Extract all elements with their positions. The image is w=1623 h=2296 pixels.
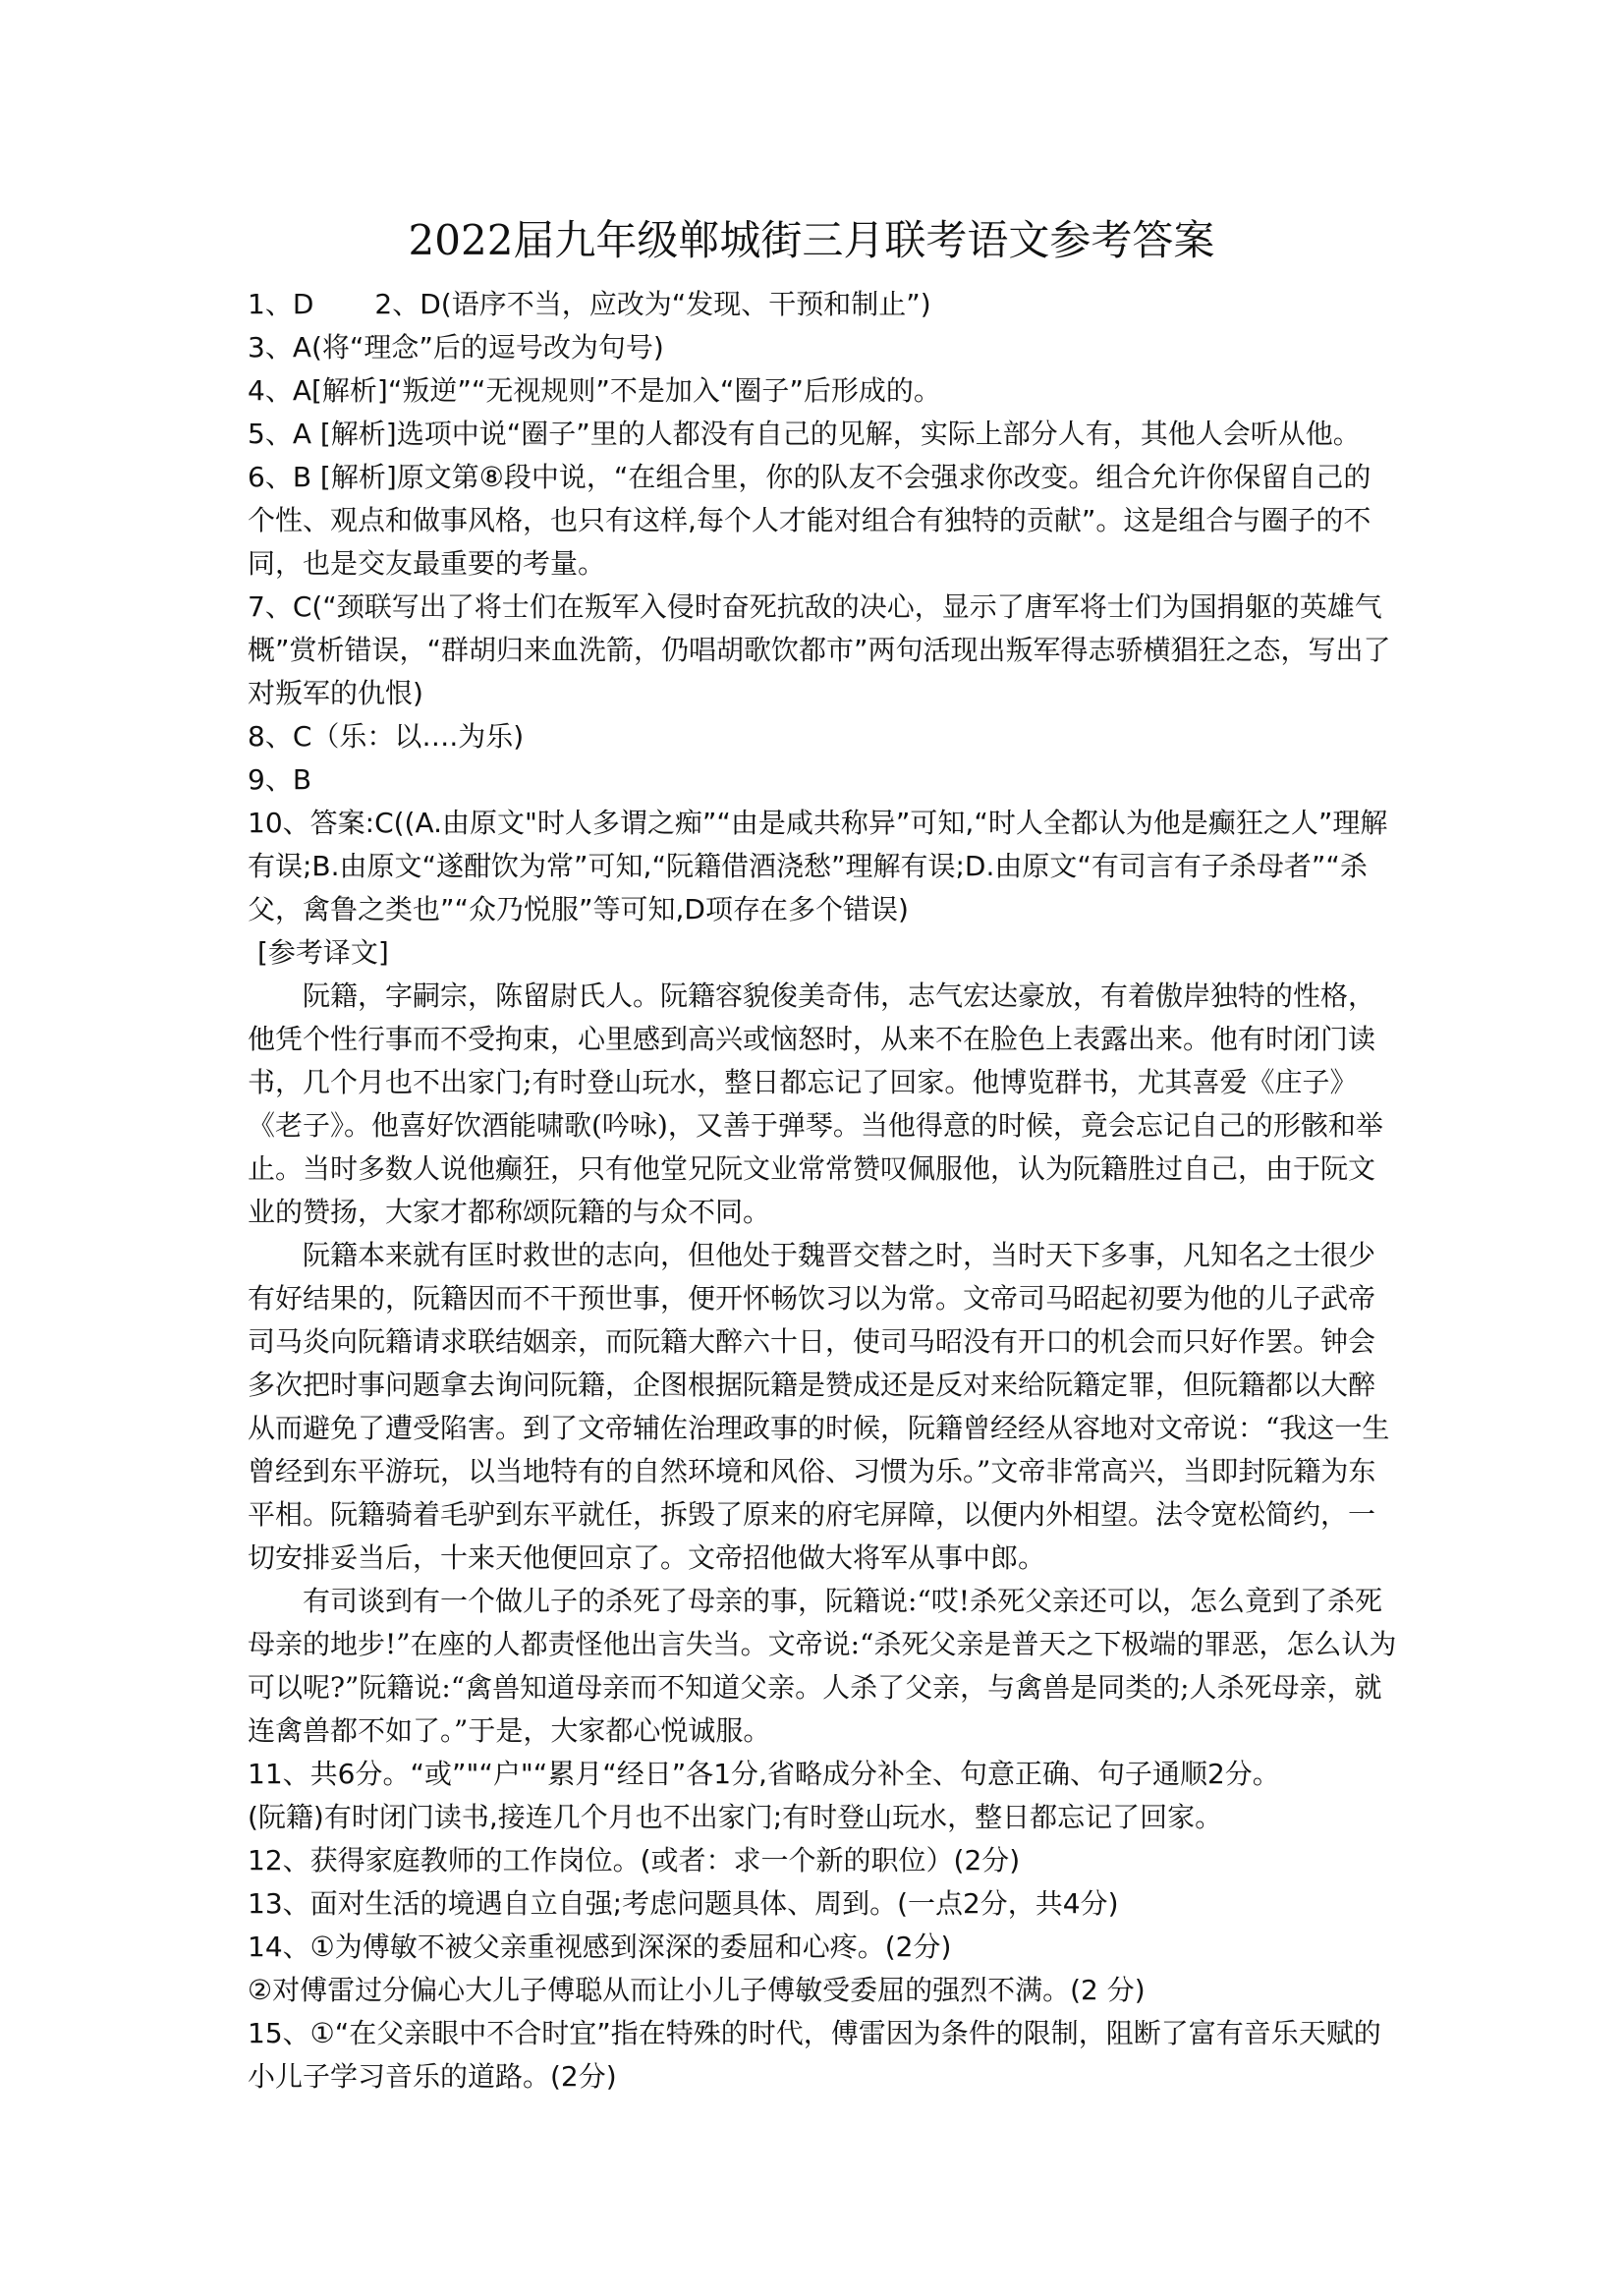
answer-6: 6、B [解析]原文第⑧段中说，“在组合里，你的队友不会强求你改变。组合允许你保留自己的个性、观点和做事风格，也只有这样,每个人才能对组合有独特的贡献”。这是组合与圈子的不同，也是交友最重要的考量。 — [248, 461, 1371, 580]
answer-14-part-2: ②对傅雷过分偏心大儿子傅聪从而让小儿子傅敏受委屈的强烈不满。(2 分) — [248, 1974, 1146, 2006]
answer-4: 4、A[解析]“叛逆”“无视规则”不是加入“圈子”后形成的。 — [248, 374, 941, 407]
translation-paragraph-3: 有司谈到有一个做儿子的杀死了母亲的事，阮籍说:“哎!杀死父亲还可以，怎么竟到了杀死母亲的地步!”在座的人都责怪他出言失当。文帝说:“杀死父亲是普天之下极端的罪恶，怎么认为可以呢?”阮籍说:“禽兽知道母亲而不知道父亲。人杀了父亲，与禽兽是同类的;人杀死母亲，就连禽兽都不如了。”于是，大家都心悦诚服。 — [248, 1585, 1397, 1747]
answer-11: 11、共6分。“或”"“户"“累月“经日”各1分,省略成分补全、句意正确、句子通顺2分。 — [248, 1758, 1280, 1790]
answer-5: 5、A [解析]选项中说“圈子”里的人都没有自己的见解，实际上部分人有，其他人会听从他。 — [248, 418, 1361, 450]
answer-2: 2、D(语序不当，应改为“发现、干预和制止”) — [374, 288, 931, 320]
translation-paragraph-1: 阮籍，字嗣宗，陈留尉氏人。阮籍容貌俊美奇伟，志气宏达豪放，有着傲岸独特的性格，他凭个性行事而不受拘束，心里感到高兴或恼怒时，从来不在脸色上表露出来。他有时闭门读书，几个月也不出家门;有时登山玩水，整日都忘记了回家。他博览群书，尤其喜爱《庄子》《老子》。他喜好饮酒能啸歌(吟咏)，又善于弹琴。当他得意的时候，竟会忘记自己的形骸和举止。当时多数人说他癫狂，只有他堂兄阮文业常常赞叹佩服他，认为阮籍胜过自己，由于阮文业的赞扬，大家才都称颂阮籍的与众不同。 — [248, 980, 1383, 1228]
answer-15: 15、①“在父亲眼中不合时宜”指在特殊的时代，傅雷因为条件的限制，阻断了富有音乐天赋的小儿子学习音乐的道路。(2分) — [248, 2017, 1381, 2093]
document-title: 2022届九年级郸城街三月联考语文参考答案 — [408, 216, 1215, 264]
answer-list — [248, 283, 1397, 2099]
answer-8: 8、C（乐：以….为乐) — [248, 720, 525, 753]
answer-list-continued — [248, 1753, 1397, 2099]
answer-line-1-2 — [248, 283, 1397, 326]
answer-7: 7、C(“颈联写出了将士们在叛军入侵时奋死抗敌的决心，显示了唐军将士们为国捐躯的英雄气概”赏析错误，“群胡归来血洗箭，仍唱胡歌饮都市”两句活现出叛军得志骄横猖狂之态，写出了对叛军的仇恨) — [248, 590, 1391, 709]
answer-1: 1、D — [248, 288, 314, 320]
reference-translation — [248, 975, 1397, 1753]
translation-paragraph-2: 阮籍本来就有匡时救世的志向，但他处于魏晋交替之时，当时天下多事，凡知名之士很少有好结果的，阮籍因而不干预世事，便开怀畅饮习以为常。文帝司马昭起初要为他的儿子武帝司马炎向阮籍请求联结姻亲，而阮籍大醉六十日，使司马昭没有开口的机会而只好作罢。钟会多次把时事问题拿去询问阮籍，企图根据阮籍是赞成还是反对来给阮籍定罪，但阮籍都以大醉从而避免了遭受陷害。到了文帝辅佐治理政事的时候，阮籍曾经经从容地对文帝说：“我这一生曾经到东平游玩，以当地特有的自然环境和风俗、习惯为乐。”文帝非常高兴，当即封阮籍为东平相。阮籍骑着毛驴到东平就任，拆毁了原来的府宅屏障，以便内外相望。法令宽松简约，一切安排妥当后，十来天他便回京了。文帝招他做大将军从事中郎。 — [248, 1239, 1390, 1574]
translation-label: [参考译文] — [257, 936, 389, 969]
answer-3: 3、A(将“理念”后的逗号改为句号) — [248, 331, 664, 364]
answer-13: 13、面对生活的境遇自立自强;考虑问题具体、周到。(一点2分，共4分) — [248, 1887, 1119, 1920]
answer-12: 12、获得家庭教师的工作岗位。(或者：求一个新的职位）(2分) — [248, 1844, 1021, 1876]
answer-10: 10、答案:C((A.由原文"时人多谓之痴”“由是咸共称异”可知,“时人全都认为他是癫狂之人”理解有误;B.由原文“遂酣饮为常”可知,“阮籍借酒浇愁”理解有误;D.由原文“有司言有子杀母者”“杀父，禽鲁之类也”“众乃悦服”等可知,D项存在多个错误) — [248, 807, 1388, 925]
answer-11-translation: (阮籍)有时闭门读书,接连几个月也不出家门;有时登山玩水，整日都忘记了回家。 — [248, 1801, 1223, 1833]
answer-14-part-1: 14、①为傅敏不被父亲重视感到深深的委屈和心疼。(2分) — [248, 1931, 952, 1963]
answer-9: 9、B — [248, 763, 312, 796]
